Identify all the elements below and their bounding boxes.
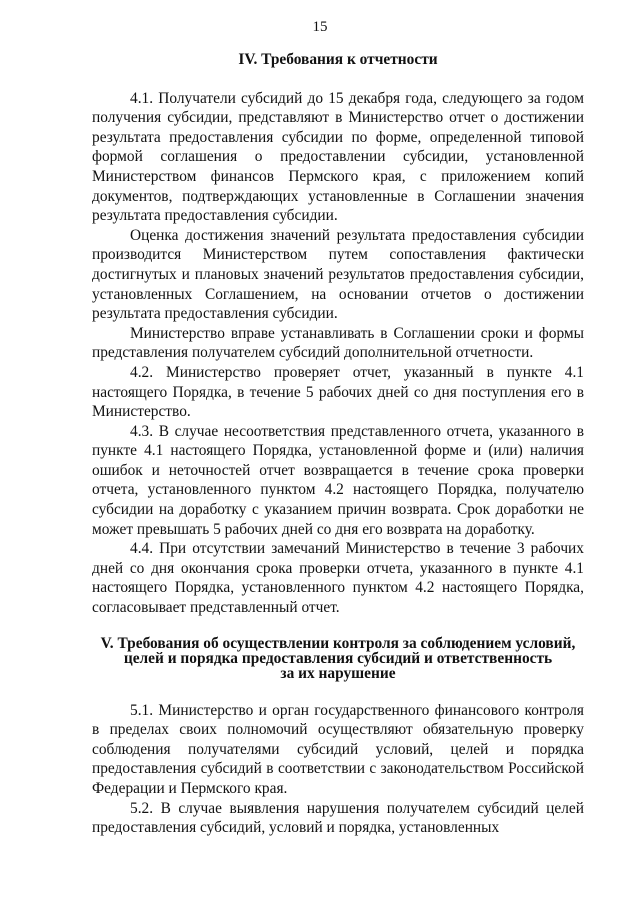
document-body — [92, 50, 584, 838]
page-number: 15 — [312, 19, 328, 35]
paragraph-4-1-evaluation: Оценка достижения значений результата предоставления субсидии производится Министерством путем сопоставления фактически достигнутых и плановых значений результатов предоставления субсидии, установленных Соглашением, на основании отчетов о достижении результата предоставления субсидии. — [92, 226, 584, 323]
section-5-heading-line: за их нарушение — [280, 664, 396, 682]
paragraph-5-1: 5.1. Министерство и орган государственного финансового контроля в пределах своих полномочий осуществляют обязательную проверку соблюдения получателями субсидий условий, целей и порядка предоставления субсидий в соответствии с законодательством Российской Федерации и Пермского края. — [92, 701, 584, 797]
section-5-heading — [92, 636, 584, 681]
section-5-heading-line: V. Требования об осуществлении контроля за соблюдением условий, — [100, 634, 576, 652]
section-5-heading-line: целей и порядка предоставления субсидий и ответственность — [123, 649, 553, 667]
section-4-heading: IV. Требования к отчетности — [238, 51, 438, 68]
paragraph-4-4: 4.4. При отсутствии замечаний Министерство в течение 3 рабочих дней со дня окончания срока проверки отчета, указанного в пункте 4.1 настоящего Порядка, установленного пунктом 4.2 настоящего Порядка, согласовывает представленный отчет. — [92, 540, 584, 617]
paragraph-4-1-additional: Министерство вправе устанавливать в Соглашении сроки и формы представления получателем субсидий дополнительной отчетности. — [92, 324, 584, 362]
paragraph-5-2: 5.2. В случае выявления нарушения получателем субсидий целей предоставления субсидий, условий и порядка, установленных — [92, 799, 584, 837]
paragraph-4-1: 4.1. Получатели субсидий до 15 декабря года, следующего за годом получения субсидии, представляют в Министерство отчет о достижении результата предоставления субсидии по форме, определенной типовой формой соглашения о предоставлении субсидии, установленной Министерством финансов Пермского края, с приложением копий документов, подтверждающих установленные в Соглашении значения результата предоставления субсидии. — [92, 89, 584, 225]
paragraph-4-3: 4.3. В случае несоответствия представленного отчета, указанного в пункте 4.1 настоящего Порядка, установленной форме и (или) наличия ошибок и неточностей отчет возвращается в течение срока проверки отчета, установленного пунктом 4.2 настоящего Порядка, получателю субсидии на доработку с указанием причин возврата. Срок доработки не может превышать 5 рабочих дней со дня его возврата на доработку. — [92, 422, 584, 538]
paragraph-4-2: 4.2. Министерство проверяет отчет, указанный в пункте 4.1 настоящего Порядка, в течение 5 рабочих дней со дня поступления его в Министерство. — [92, 363, 584, 421]
